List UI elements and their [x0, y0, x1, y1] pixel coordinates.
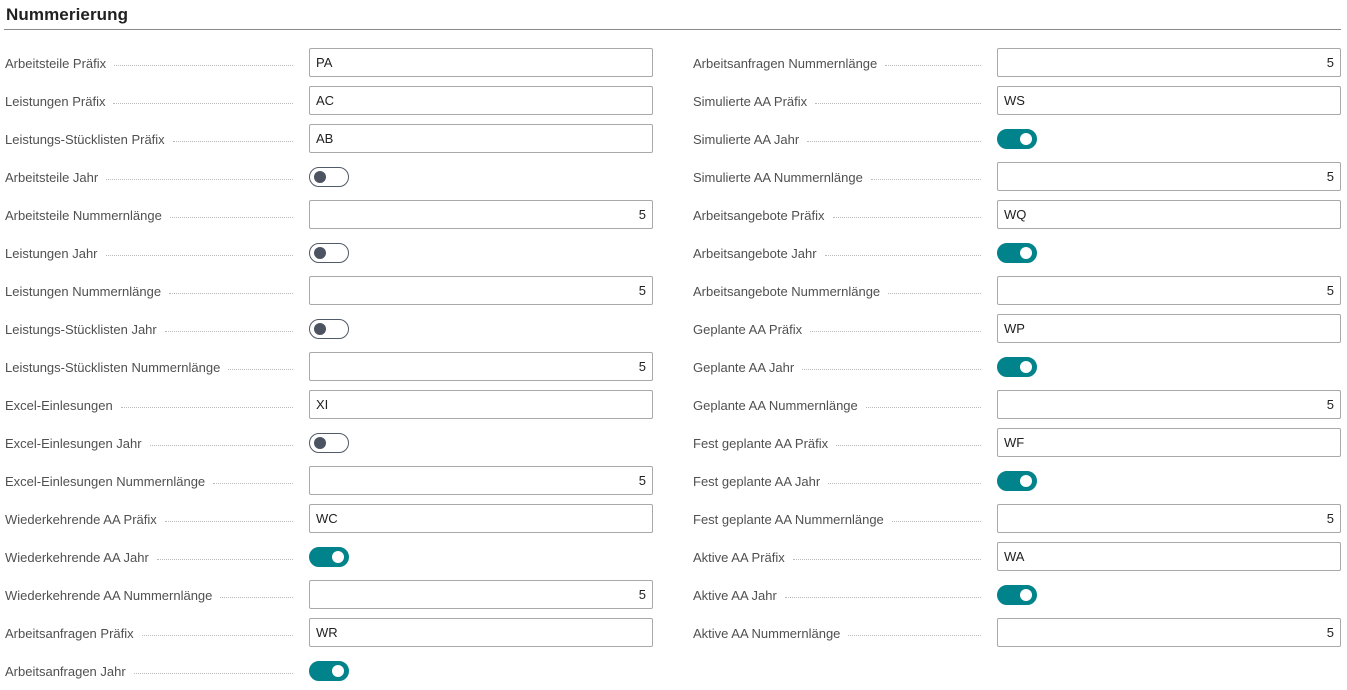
dotted-leader: [825, 254, 981, 256]
field-label-leistungen-nummernlaenge: Leistungen Nummernlänge: [5, 284, 169, 299]
field-label-geplante-aa-praefix: Geplante AA Präfix: [693, 322, 810, 337]
input-leistungen-nummernlaenge[interactable]: 5: [309, 276, 653, 305]
toggle-knob: [332, 665, 344, 677]
field-label-wrap: [5, 158, 301, 196]
input-excel-einlesungen-nummernlaenge[interactable]: 5: [309, 466, 653, 495]
field-label-wrap: [693, 272, 989, 310]
field-label-simulierte-aa-jahr: Simulierte AA Jahr: [693, 132, 807, 147]
field-label-fest-geplante-aa-nummernlaenge: Fest geplante AA Nummernlänge: [693, 512, 892, 527]
field-row-excel-einlesungen: [5, 386, 653, 424]
dotted-leader: [157, 558, 293, 560]
field-label-leistungs-stuecklisten-nummernlaenge: Leistungs-Stücklisten Nummernlänge: [5, 360, 228, 375]
section-title: Nummerierung: [6, 5, 129, 24]
dotted-leader: [848, 634, 981, 636]
field-row-excel-einlesungen-nummernlaenge: [5, 462, 653, 500]
field-label-wrap: [5, 310, 301, 348]
dotted-leader: [802, 368, 981, 370]
dotted-leader: [807, 140, 981, 142]
field-label-geplante-aa-jahr: Geplante AA Jahr: [693, 360, 802, 375]
field-row-leistungen-praefix: [5, 82, 653, 120]
field-label-wrap: [693, 44, 989, 82]
field-label-wiederkehrende-aa-jahr: Wiederkehrende AA Jahr: [5, 550, 157, 565]
input-fest-geplante-aa-nummernlaenge[interactable]: 5: [997, 504, 1341, 533]
dotted-leader: [785, 596, 981, 598]
dotted-leader: [793, 558, 981, 560]
dotted-leader: [106, 254, 293, 256]
field-row-arbeitsangebote-jahr: [693, 234, 1341, 272]
field-row-leistungen-jahr: [5, 234, 653, 272]
dotted-leader: [113, 102, 293, 104]
dotted-leader: [121, 406, 293, 408]
field-label-excel-einlesungen: Excel-Einlesungen: [5, 398, 121, 413]
toggle-knob: [314, 247, 326, 259]
input-aktive-aa-praefix[interactable]: WA: [997, 542, 1341, 571]
toggle-fest-geplante-aa-jahr[interactable]: [997, 471, 1037, 491]
field-row-excel-einlesungen-jahr: [5, 424, 653, 462]
toggle-knob: [314, 437, 326, 449]
input-arbeitsteile-praefix[interactable]: PA: [309, 48, 653, 77]
field-label-arbeitsangebote-praefix: Arbeitsangebote Präfix: [693, 208, 833, 223]
toggle-leistungs-stuecklisten-jahr[interactable]: [309, 319, 349, 339]
input-simulierte-aa-nummernlaenge[interactable]: 5: [997, 162, 1341, 191]
field-row-leistungs-stuecklisten-nummernlaenge: [5, 348, 653, 386]
input-arbeitsanfragen-praefix[interactable]: WR: [309, 618, 653, 647]
input-fest-geplante-aa-praefix[interactable]: WF: [997, 428, 1341, 457]
field-row-arbeitsanfragen-jahr: [5, 652, 653, 690]
dotted-leader: [142, 634, 293, 636]
field-label-fest-geplante-aa-jahr: Fest geplante AA Jahr: [693, 474, 828, 489]
field-row-simulierte-aa-jahr: [693, 120, 1341, 158]
field-row-wiederkehrende-aa-praefix: [5, 500, 653, 538]
dotted-leader: [885, 64, 981, 66]
input-arbeitsangebote-nummernlaenge[interactable]: 5: [997, 276, 1341, 305]
dotted-leader: [170, 216, 293, 218]
field-label-wrap: [5, 652, 301, 690]
dotted-leader: [114, 64, 293, 66]
field-label-leistungs-stuecklisten-jahr: Leistungs-Stücklisten Jahr: [5, 322, 165, 337]
field-label-arbeitsanfragen-nummernlaenge: Arbeitsanfragen Nummernlänge: [693, 56, 885, 71]
toggle-knob: [314, 171, 326, 183]
field-label-wrap: [5, 576, 301, 614]
field-label-wrap: [693, 158, 989, 196]
section-divider: [4, 29, 1341, 30]
field-label-wrap: [693, 386, 989, 424]
input-leistungs-stuecklisten-praefix[interactable]: AB: [309, 124, 653, 153]
field-label-wrap: [5, 424, 301, 462]
field-label-arbeitsangebote-nummernlaenge: Arbeitsangebote Nummernlänge: [693, 284, 888, 299]
field-label-fest-geplante-aa-praefix: Fest geplante AA Präfix: [693, 436, 836, 451]
field-label-wrap: [693, 82, 989, 120]
toggle-knob: [1020, 475, 1032, 487]
field-row-geplante-aa-nummernlaenge: [693, 386, 1341, 424]
field-label-wiederkehrende-aa-praefix: Wiederkehrende AA Präfix: [5, 512, 165, 527]
field-label-wrap: [693, 576, 989, 614]
toggle-excel-einlesungen-jahr[interactable]: [309, 433, 349, 453]
field-label-wiederkehrende-aa-nummernlaenge: Wiederkehrende AA Nummernlänge: [5, 588, 220, 603]
field-label-wrap: [5, 196, 301, 234]
dotted-leader: [173, 140, 293, 142]
field-row-aktive-aa-jahr: [693, 576, 1341, 614]
input-arbeitsangebote-praefix[interactable]: WQ: [997, 200, 1341, 229]
toggle-leistungen-jahr[interactable]: [309, 243, 349, 263]
field-label-wrap: [5, 386, 301, 424]
field-row-leistungs-stuecklisten-praefix: [5, 120, 653, 158]
field-label-wrap: [693, 424, 989, 462]
toggle-arbeitsangebote-jahr[interactable]: [997, 243, 1037, 263]
input-geplante-aa-nummernlaenge[interactable]: 5: [997, 390, 1341, 419]
toggle-wiederkehrende-aa-jahr[interactable]: [309, 547, 349, 567]
dotted-leader: [866, 406, 981, 408]
field-label-simulierte-aa-praefix: Simulierte AA Präfix: [693, 94, 815, 109]
field-row-arbeitsangebote-praefix: [693, 196, 1341, 234]
dotted-leader: [106, 178, 293, 180]
toggle-knob: [1020, 133, 1032, 145]
field-label-wrap: [5, 538, 301, 576]
field-row-simulierte-aa-praefix: [693, 82, 1341, 120]
dotted-leader: [871, 178, 981, 180]
field-label-wrap: [5, 500, 301, 538]
field-label-wrap: [5, 82, 301, 120]
field-row-geplante-aa-praefix: [693, 310, 1341, 348]
field-row-arbeitsangebote-nummernlaenge: [693, 272, 1341, 310]
field-label-leistungen-praefix: Leistungen Präfix: [5, 94, 113, 109]
field-row-arbeitsanfragen-praefix: [5, 614, 653, 652]
field-label-wrap: [693, 500, 989, 538]
field-label-wrap: [693, 310, 989, 348]
left-column: [5, 44, 653, 690]
field-label-excel-einlesungen-nummernlaenge: Excel-Einlesungen Nummernlänge: [5, 474, 213, 489]
field-label-leistungen-jahr: Leistungen Jahr: [5, 246, 106, 261]
input-wiederkehrende-aa-nummernlaenge[interactable]: 5: [309, 580, 653, 609]
dotted-leader: [213, 482, 293, 484]
dotted-leader: [228, 368, 293, 370]
input-leistungen-praefix[interactable]: AC: [309, 86, 653, 115]
field-label-wrap: [5, 614, 301, 652]
field-row-arbeitsteile-nummernlaenge: [5, 196, 653, 234]
field-row-wiederkehrende-aa-nummernlaenge: [5, 576, 653, 614]
field-label-wrap: [693, 234, 989, 272]
field-row-fest-geplante-aa-jahr: [693, 462, 1341, 500]
toggle-knob: [1020, 247, 1032, 259]
field-label-simulierte-aa-nummernlaenge: Simulierte AA Nummernlänge: [693, 170, 871, 185]
field-label-wrap: [5, 348, 301, 386]
dotted-leader: [220, 596, 293, 598]
toggle-knob: [332, 551, 344, 563]
field-label-arbeitsteile-nummernlaenge: Arbeitsteile Nummernlänge: [5, 208, 170, 223]
toggle-geplante-aa-jahr[interactable]: [997, 357, 1037, 377]
field-label-wrap: [5, 272, 301, 310]
field-row-simulierte-aa-nummernlaenge: [693, 158, 1341, 196]
field-row-fest-geplante-aa-nummernlaenge: [693, 500, 1341, 538]
field-label-arbeitsangebote-jahr: Arbeitsangebote Jahr: [693, 246, 825, 261]
toggle-arbeitsanfragen-jahr[interactable]: [309, 661, 349, 681]
field-label-wrap: [693, 348, 989, 386]
toggle-arbeitsteile-jahr[interactable]: [309, 167, 349, 187]
dotted-leader: [828, 482, 981, 484]
dotted-leader: [169, 292, 293, 294]
field-row-fest-geplante-aa-praefix: [693, 424, 1341, 462]
input-arbeitsanfragen-nummernlaenge[interactable]: 5: [997, 48, 1341, 77]
field-label-wrap: [5, 234, 301, 272]
field-label-arbeitsteile-praefix: Arbeitsteile Präfix: [5, 56, 114, 71]
field-label-aktive-aa-jahr: Aktive AA Jahr: [693, 588, 785, 603]
field-row-arbeitsanfragen-nummernlaenge: [693, 44, 1341, 82]
field-row-aktive-aa-nummernlaenge: [693, 614, 1341, 652]
toggle-knob: [1020, 361, 1032, 373]
dotted-leader: [150, 444, 293, 446]
dotted-leader: [134, 672, 293, 674]
field-label-arbeitsanfragen-praefix: Arbeitsanfragen Präfix: [5, 626, 142, 641]
dotted-leader: [892, 520, 981, 522]
input-geplante-aa-praefix[interactable]: WP: [997, 314, 1341, 343]
input-wiederkehrende-aa-praefix[interactable]: WC: [309, 504, 653, 533]
field-label-wrap: [5, 462, 301, 500]
field-row-arbeitsteile-praefix: [5, 44, 653, 82]
field-row-geplante-aa-jahr: [693, 348, 1341, 386]
field-label-wrap: [693, 614, 989, 652]
input-leistungs-stuecklisten-nummernlaenge[interactable]: 5: [309, 352, 653, 381]
dotted-leader: [810, 330, 981, 332]
field-label-wrap: [693, 196, 989, 234]
field-row-arbeitsteile-jahr: [5, 158, 653, 196]
field-row-leistungs-stuecklisten-jahr: [5, 310, 653, 348]
right-column: [693, 44, 1341, 652]
dotted-leader: [833, 216, 981, 218]
field-label-wrap: [693, 462, 989, 500]
dotted-leader: [815, 102, 981, 104]
field-label-arbeitsteile-jahr: Arbeitsteile Jahr: [5, 170, 106, 185]
field-label-wrap: [693, 120, 989, 158]
field-label-leistungs-stuecklisten-praefix: Leistungs-Stücklisten Präfix: [5, 132, 173, 147]
field-row-leistungen-nummernlaenge: [5, 272, 653, 310]
field-row-wiederkehrende-aa-jahr: [5, 538, 653, 576]
field-label-wrap: [5, 120, 301, 158]
input-arbeitsteile-nummernlaenge[interactable]: 5: [309, 200, 653, 229]
toggle-knob: [1020, 589, 1032, 601]
toggle-aktive-aa-jahr[interactable]: [997, 585, 1037, 605]
dotted-leader: [888, 292, 981, 294]
dotted-leader: [165, 330, 293, 332]
input-simulierte-aa-praefix[interactable]: WS: [997, 86, 1341, 115]
field-label-wrap: [5, 44, 301, 82]
input-aktive-aa-nummernlaenge[interactable]: 5: [997, 618, 1341, 647]
field-label-wrap: [693, 538, 989, 576]
toggle-simulierte-aa-jahr[interactable]: [997, 129, 1037, 149]
field-label-geplante-aa-nummernlaenge: Geplante AA Nummernlänge: [693, 398, 866, 413]
field-label-aktive-aa-praefix: Aktive AA Präfix: [693, 550, 793, 565]
dotted-leader: [165, 520, 293, 522]
dotted-leader: [836, 444, 981, 446]
field-label-arbeitsanfragen-jahr: Arbeitsanfragen Jahr: [5, 664, 134, 679]
field-label-excel-einlesungen-jahr: Excel-Einlesungen Jahr: [5, 436, 150, 451]
toggle-knob: [314, 323, 326, 335]
field-label-aktive-aa-nummernlaenge: Aktive AA Nummernlänge: [693, 626, 848, 641]
input-excel-einlesungen[interactable]: XI: [309, 390, 653, 419]
field-row-aktive-aa-praefix: [693, 538, 1341, 576]
